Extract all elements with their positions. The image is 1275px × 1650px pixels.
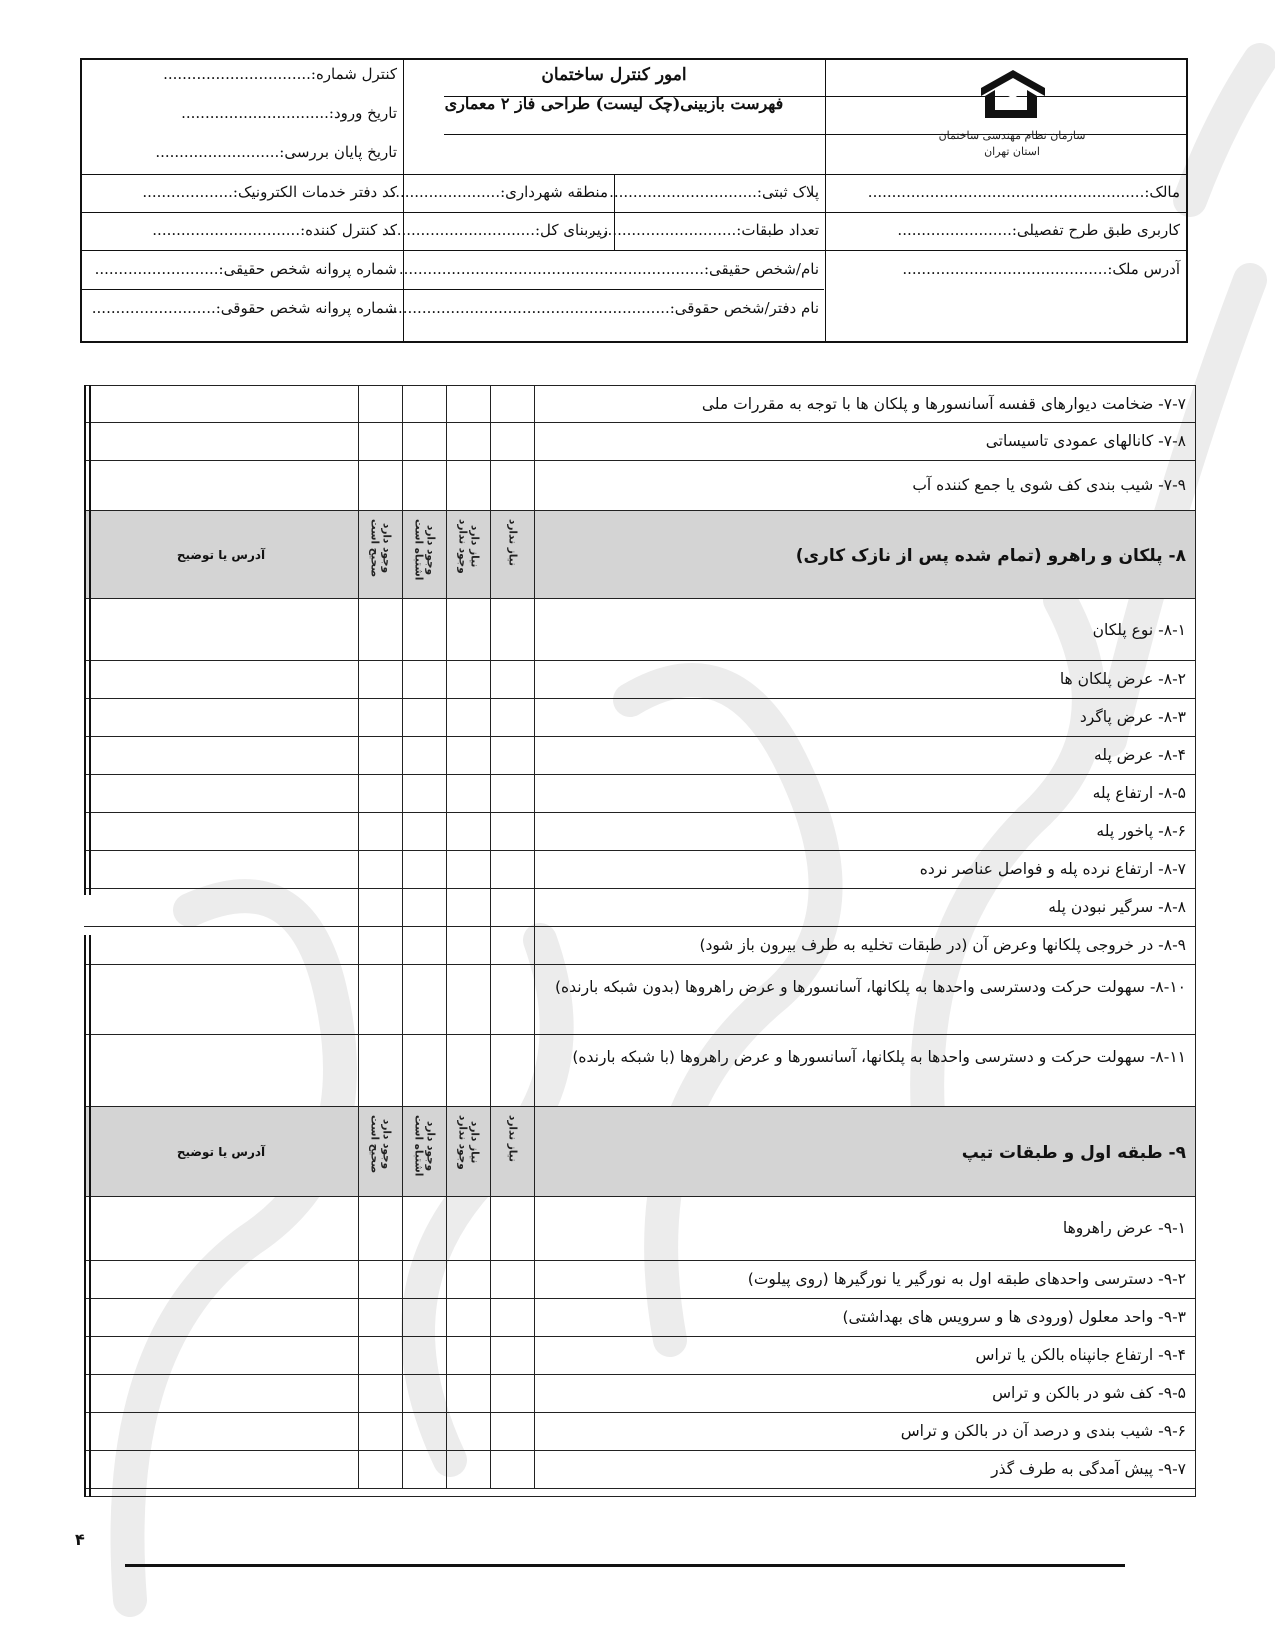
column-header-not-needed: نیاز ندارد [490, 511, 534, 598]
controller-code-field[interactable]: کد کنترل کننده:............................... [152, 221, 397, 239]
item-description: ۸-۳- عرض پاگرد [534, 699, 1196, 736]
natural-person-name-field[interactable]: نام/شخص حقیقی:................................................................ [398, 260, 819, 278]
form-title [424, 62, 804, 120]
logo-caption-org: سازمان نظام مهندسی ساختمان [938, 129, 1086, 142]
item-description: ۸-۵- ارتفاع پله [534, 775, 1196, 812]
detailed-plan-use-field[interactable]: کاربری طبق طرح تفصیلی:........................ [897, 221, 1180, 239]
column-header-exists-correct: وجود دارد صحیح است [358, 1107, 402, 1196]
floor-count-field[interactable]: تعداد طبقات:............................... [588, 221, 819, 239]
item-description: ۸-۱۱- سهولت حرکت و دسترسی واحدها به پلکانها، آسانسورها و عرض راهروها (با شبکه بارنده) [534, 1035, 1196, 1106]
column-header-address-note: آدرس یا توضیح [176, 1144, 266, 1159]
item-description: ۹-۴- ارتفاع جانپناه بالکن یا تراس [534, 1337, 1196, 1374]
entry-date-field[interactable]: تاریخ ورود:............................... [181, 104, 397, 122]
item-description: ۹-۲- دسترسی واحدهای طبقه اول به نورگیر یا نورگیرها (روی پیلوت) [534, 1261, 1196, 1298]
page-number: ۴ [75, 1530, 85, 1549]
column-header-needed-missing: نیاز دارد وجود ندارد [446, 1107, 490, 1196]
item-description: ۹-۷- پیش آمدگی به طرف گذر [534, 1451, 1196, 1488]
item-description: ۸-۴- عرض پله [534, 737, 1196, 774]
total-area-field[interactable]: زیربنای کل:............................... [387, 221, 608, 239]
left-double-rule [89, 935, 91, 1497]
property-address-field[interactable]: آدرس ملک:........................................... [902, 260, 1180, 278]
review-end-date-field[interactable]: تاریخ پایان بررسی:.......................... [155, 143, 397, 161]
left-double-rule [84, 385, 86, 895]
form-header [80, 58, 1188, 343]
natural-person-license-field[interactable]: شماره پروانه شخص حقیقی:.......................... [94, 260, 397, 278]
item-description: ۸-۹- در خروجی پلکانها وعرض آن (در طبقات تخلیه به طرف بیرون باز شود) [534, 927, 1196, 964]
registered-plaque-field[interactable]: پلاک ثبتی:............................... [609, 183, 819, 201]
column-header-needed-missing: نیاز دارد وجود ندارد [446, 511, 490, 598]
control-number-field[interactable]: کنترل شماره:............................... [163, 65, 397, 83]
column-header-address-note: آدرس یا توضیح [176, 547, 266, 562]
item-description: ۸-۱- نوع پلکان [534, 599, 1196, 660]
item-description: ۷-۸- کانالهای عمودی تاسیساتی [534, 423, 1196, 460]
organization-logo [912, 66, 1112, 176]
checklist-frame [84, 385, 1196, 1497]
municipal-district-field[interactable]: منطقه شهرداری:....................... [390, 183, 608, 201]
left-double-rule [84, 935, 86, 1497]
item-description: ۸-۸- سرگیر نبودن پله [534, 889, 1196, 926]
legal-person-office-field[interactable]: نام دفتر/شخص حقوقی:........................................................... [388, 299, 819, 317]
item-description: ۷-۹- شیب بندی کف شوی یا جمع کننده آب [534, 461, 1196, 510]
left-double-rule [89, 385, 91, 895]
building-logo-icon [975, 66, 1049, 124]
section-title: ۸- پلکان و راهرو (تمام شده پس از نازک کاری) [534, 511, 1196, 598]
checklist-title: فهرست بازبینی(چک لیست) طراحی فاز ۲ معماری [444, 94, 784, 113]
item-description: ۹-۱- عرض راهروها [534, 1197, 1196, 1260]
item-description: ۸-۱۰- سهولت حرکت ودسترسی واحدها به پلکانها، آسانسورها و عرض راهروها (بدون شبکه بارنده) [534, 965, 1196, 1034]
column-header-not-needed: نیاز ندارد [490, 1107, 534, 1196]
item-description: ۹-۳- واحد معلول (ورودی ها و سرویس های بهداشتی) [534, 1299, 1196, 1336]
department-title: امور کنترل ساختمان [541, 65, 687, 85]
item-description: ۹-۵- کف شو در بالکن و تراس [534, 1375, 1196, 1412]
item-description: ۸-۶- پاخور پله [534, 813, 1196, 850]
section-title: ۹- طبقه اول و طبقات تیپ [534, 1107, 1196, 1196]
legal-person-license-field[interactable]: شماره پروانه شخص حقوقی:.......................... [91, 299, 397, 317]
item-description: ۸-۲- عرض پلکان ها [534, 661, 1196, 698]
logo-caption-province: استان تهران [984, 145, 1040, 158]
column-header-exists-wrong: وجود دارد اشتباه است [402, 1107, 446, 1196]
column-header-exists-correct: وجود دارد صحیح است [358, 511, 402, 598]
item-description: ۷-۷- ضخامت دیوارهای قفسه آسانسورها و پلکان ها با توجه به مقررات ملی [534, 386, 1196, 422]
item-description: ۹-۶- شیب بندی و درصد آن در بالکن و تراس [534, 1413, 1196, 1450]
footer-rule [125, 1564, 1125, 1567]
item-description: ۸-۷- ارتفاع نرده پله و فواصل عناصر نرده [534, 851, 1196, 888]
e-services-office-code-field[interactable]: کد دفتر خدمات الکترونیک:................... [142, 183, 397, 201]
owner-field[interactable]: مالک:.......................................................... [867, 183, 1180, 201]
column-header-exists-wrong: وجود دارد اشتباه است [402, 511, 446, 598]
